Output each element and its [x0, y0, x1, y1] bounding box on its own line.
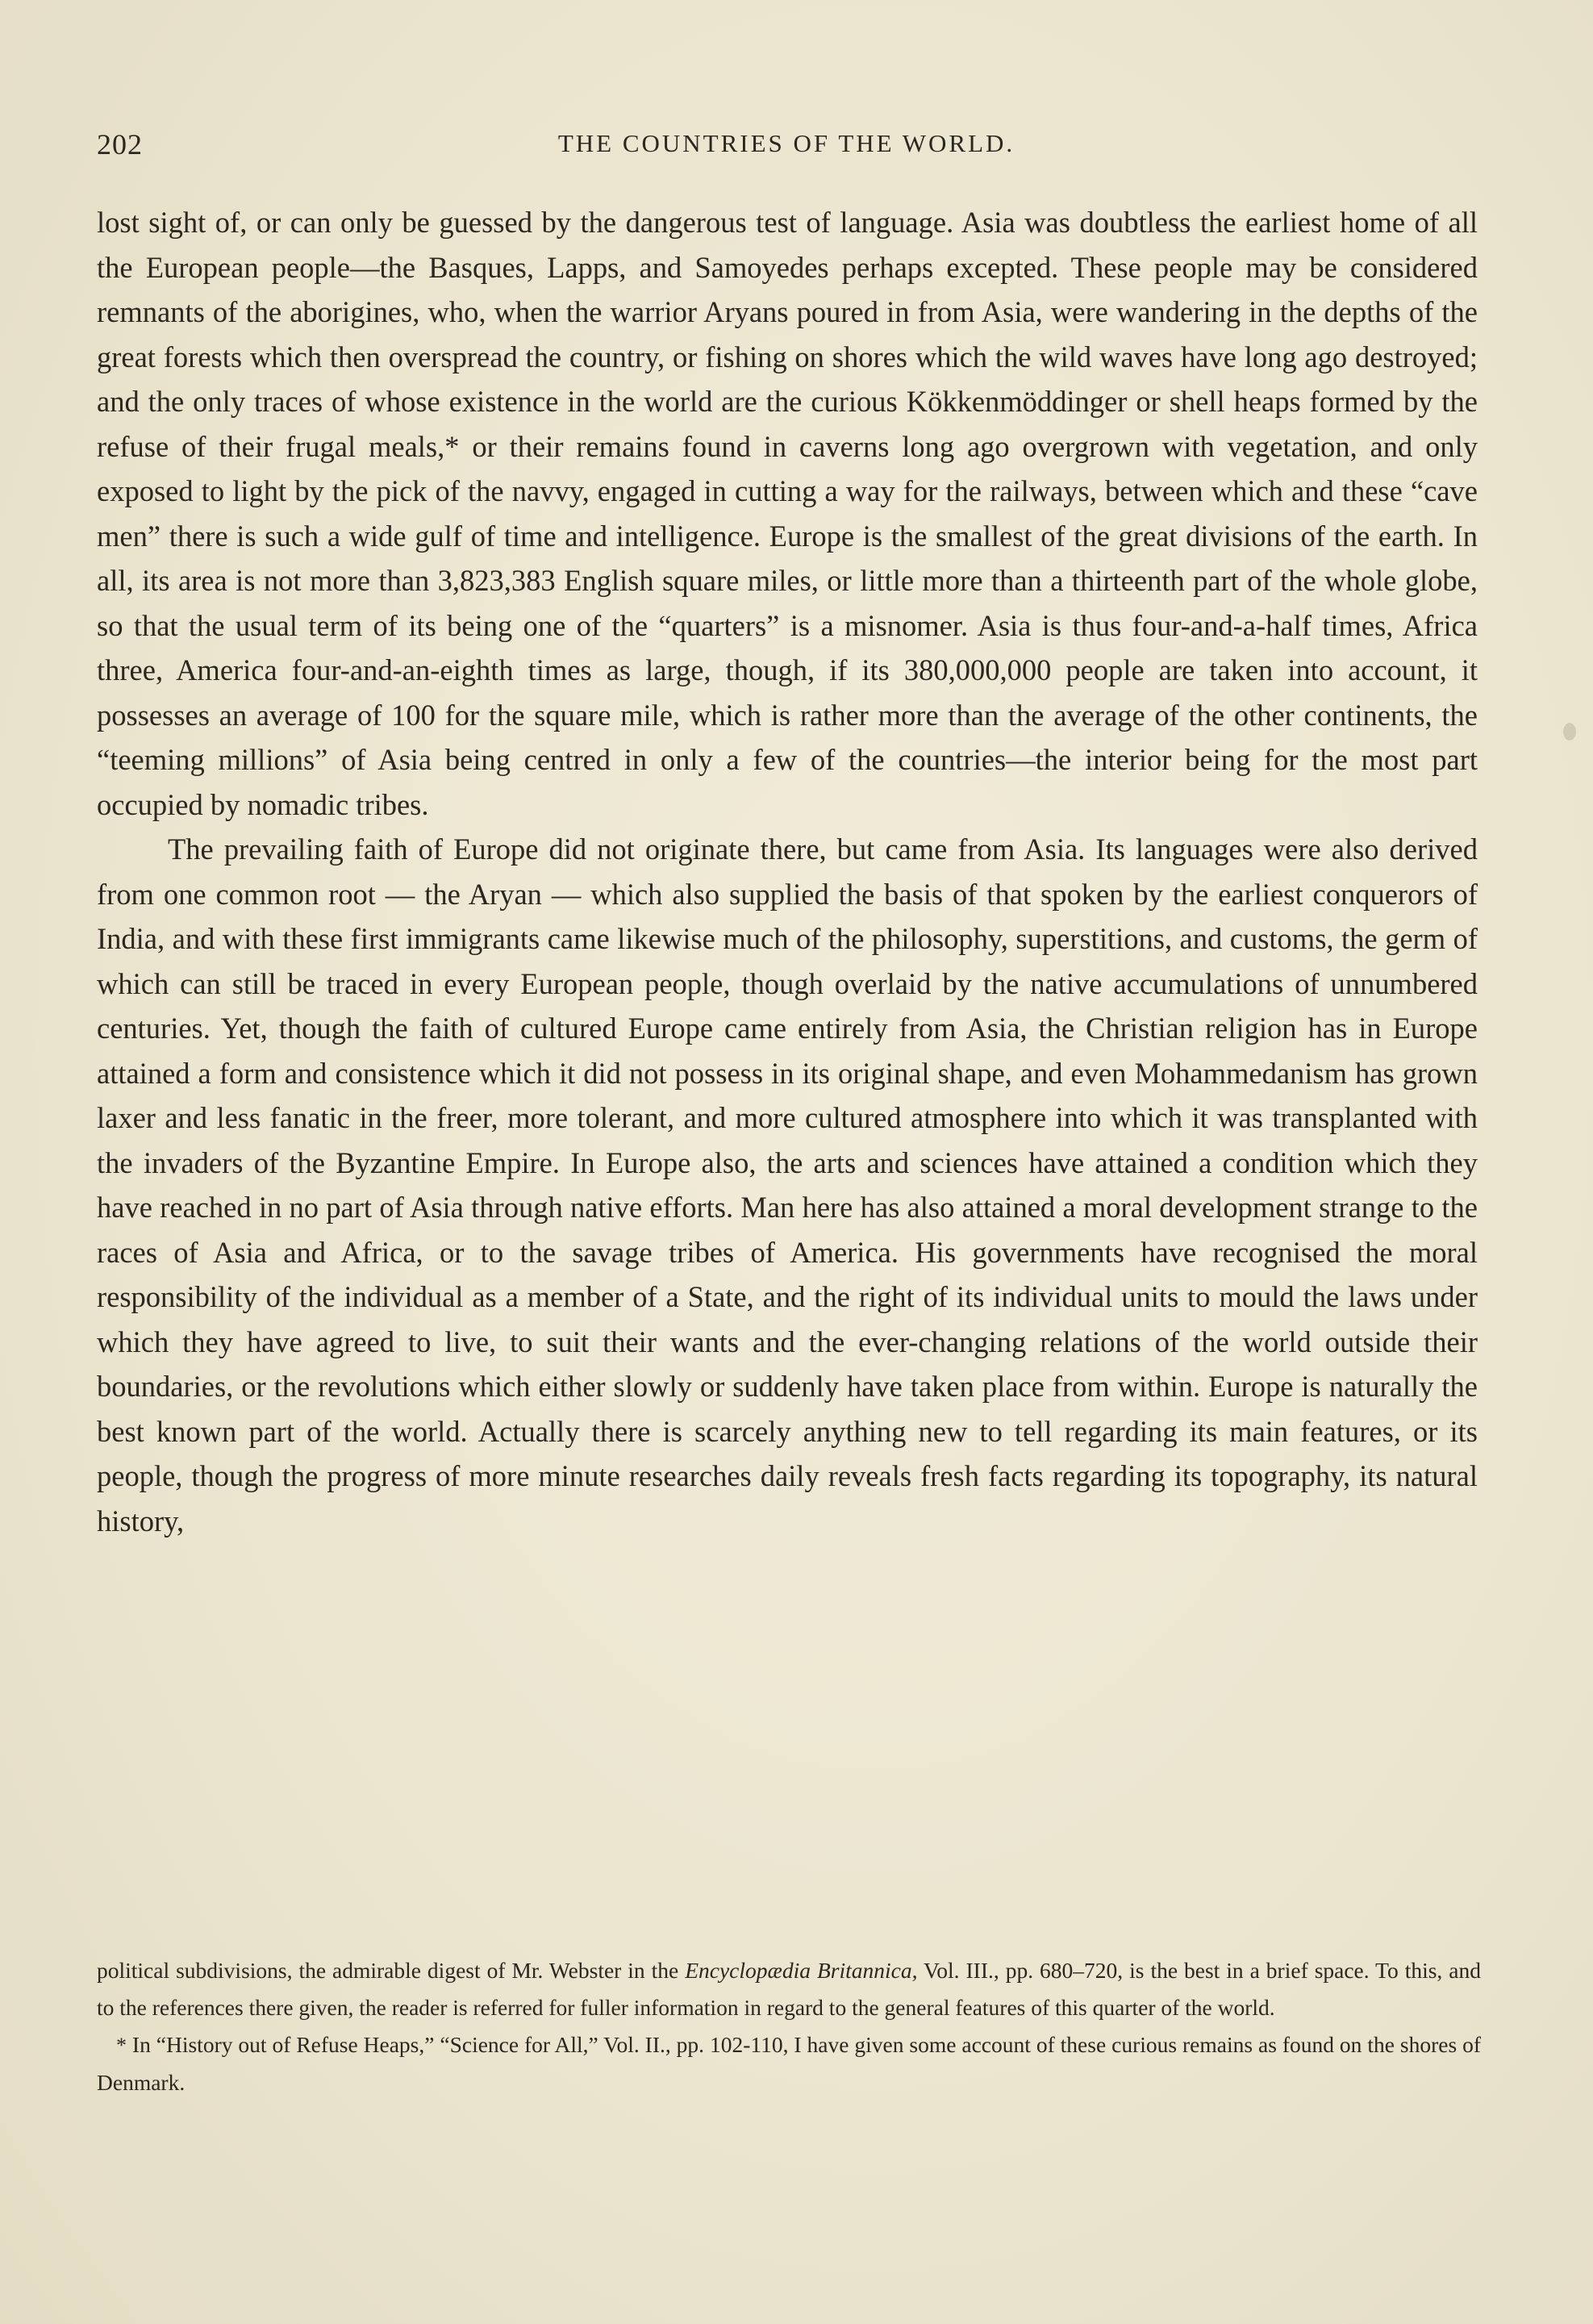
- footnote-2-text: In “History out of Refuse Heaps,” “Science for All,” Vol. II., pp. 102-110, I have given some account of these curious remains as found on the shores of Denmark.: [97, 2032, 1481, 2095]
- page-header: [97, 127, 1476, 163]
- running-title: THE COUNTRIES OF THE WORLD.: [557, 129, 1015, 157]
- page-number: 202: [97, 128, 143, 161]
- footnote-continued: [97, 1952, 1481, 2026]
- paragraph-2: The prevailing faith of Europe did not originate there, but came from Asia. Its languages were also derived from one common root — the Aryan — which also supplied the basis of that spoken by the earliest conquerors of India, and with these first immigrants came likewise much of the philosophy, superstitions, and customs, the germ of which can still be traced in every European people, though overlaid by the native accumulations of unnumbered centuries. Yet, though the faith of cultured Europe came entirely from Asia, the Christian religion has in Europe attained a form and consistence which it did not possess in its original shape, and even Mohammedanism has grown laxer and less fanatic in the freer, more tolerant, and more cultured atmosphere into which it was transplanted with the invaders of the Byzantine Empire. In Europe also, the arts and sciences have attained a condition which they have reached in no part of Asia through native efforts. Man here has also attained a moral development strange to the races of Asia and Africa, or to the savage tribes of America. His governments have recognised the moral responsibility of the individual as a member of a State, and the right of its individual units to mould the laws under which they have agreed to live, to suit their wants and the ever-changing relations of the world outside their boundaries, or the revolutions which either slowly or suddenly have taken place from within. Europe is naturally the best known part of the world. Actually there is scarcely anything new to tell regarding its main features, or its people, though the progress of more minute researches daily reveals fresh facts regarding its topography, its natural history,: [97, 832, 1478, 1538]
- body-text: [97, 200, 1478, 1543]
- paragraph-1: lost sight of, or can only be guessed by the dangerous test of language. Asia was doubtless the earliest home of all the European people—the Basques, Lapps, and Samoyedes perhaps excepted. These people may be considered remnants of the aborigines, who, when the warrior Aryans poured in from Asia, were wandering in the depths of the great forests which then overspread the country, or fishing on shores which the wild waves have long ago destroyed; and the only traces of whose existence in the world are the curious Kökkenmöddinger or shell heaps formed by the refuse of their frugal meals,* or their remains found in caverns long ago overgrown with vegetation, and only exposed to light by the pick of the navvy, engaged in cutting a way for the railways, between which and these “cave men” there is such a wide gulf of time and intelligence. Europe is the smallest of the great divisions of the earth. In all, its area is not more than 3,823,383 English square miles, or little more than a thirteenth part of the whole globe, so that the usual term of its being one of the “quarters” is a misnomer. Asia is thus four-and-a-half times, Africa three, America four-and-an-eighth times as large, though, if its 380,000,000 people are taken into account, it possesses an average of 100 for the square mile, which is rather more than the average of the other continents, the “teeming millions” of Asia being centred in only a few of the countries—the interior being for the most part occupied by nomadic tribes.: [97, 206, 1478, 821]
- footnote-2-marker: *: [116, 2034, 127, 2057]
- footnote-1-text-end: Vol. III., pp. 680–720, is the best in a brief space. To this, and to the references there given, the reader is referred for fuller information in regard to the general features of this quarter of the world.: [97, 1958, 1481, 2020]
- footnotes: [97, 1952, 1481, 2101]
- footnote-1-work-title: Encyclopædia Britannica,: [685, 1958, 918, 1983]
- footnote-asterisk: [97, 2026, 1481, 2101]
- footnote-1-text-start: political subdivisions, the admirable digest of Mr. Webster in the: [97, 1958, 686, 1983]
- paper-stain: [1563, 723, 1576, 741]
